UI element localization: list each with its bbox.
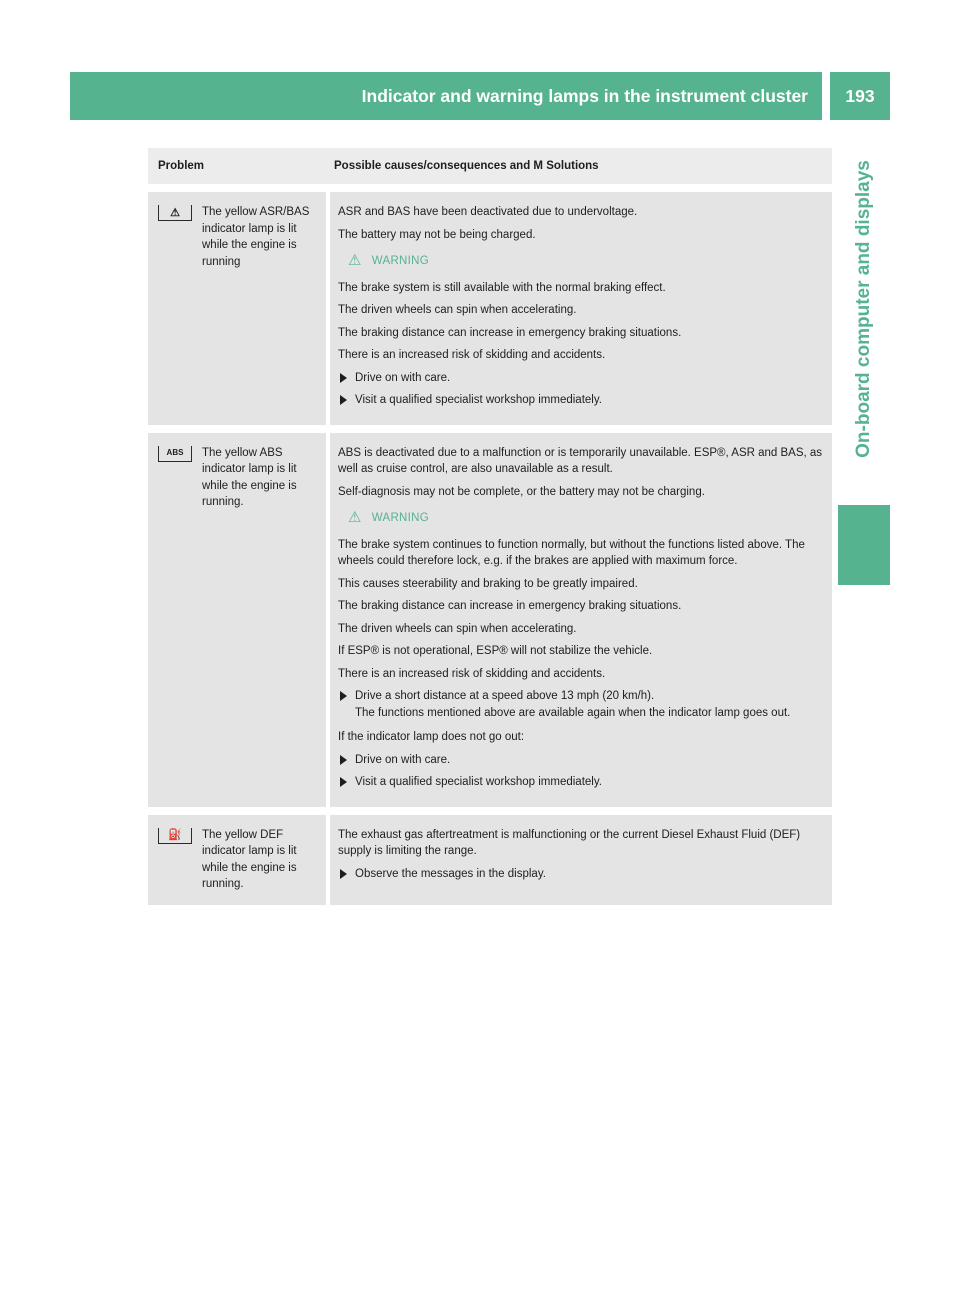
table-row (148, 815, 832, 905)
solution-step: Visit a qualified specialist workshop immediately. (338, 774, 824, 791)
table-header (148, 148, 832, 184)
cause-text: ASR and BAS have been deactivated due to undervoltage. (338, 206, 638, 218)
side-tab-marker (838, 505, 890, 585)
warning-triangle-icon: ⚠ (348, 509, 362, 526)
warning-text: There is an increased risk of skidding and accidents. (338, 667, 606, 680)
indicator-table (148, 148, 832, 905)
step-arrow-icon (340, 691, 347, 701)
section-side-tab-label: On-board computer and displays (853, 160, 874, 458)
problem-cell (148, 815, 326, 905)
step-arrow-icon (340, 869, 347, 879)
solution-cell (330, 192, 832, 425)
step-text: Drive a short distance at a speed above 13 mph (20 km/h). (355, 690, 655, 702)
solution-step: Drive on with care. (338, 752, 824, 769)
cause-text: Self-diagnosis may not be complete, or the battery may not be charging. (338, 485, 705, 498)
warning-heading (348, 510, 824, 527)
condition-text: If the indicator lamp does not go out: (338, 731, 525, 743)
warning-text: If ESP® is not operational, ESP® will not stabilize the vehicle. (338, 645, 653, 657)
asr-bas-indicator-icon: ⚠ (158, 205, 192, 221)
warning-label: WARNING (371, 512, 430, 524)
warning-triangle-icon: ⚠ (348, 252, 362, 269)
warning-text: The brake system continues to function normally, but without the functions listed above. The wheels could therefore lock, e.g. if the brakes are applied with maximum force. (338, 538, 805, 567)
cause-text: ABS is deactivated due to a malfunction or is temporarily unavailable. ESP®, ASR and BAS, as well as cruise control, are also unavailable as a result. (338, 446, 823, 475)
warning-text: The braking distance can increase in emergency braking situations. (338, 600, 682, 612)
warning-text: The driven wheels can spin when accelerating. (338, 304, 577, 316)
column-header-solutions: Possible causes/consequences and M Solutions (334, 159, 599, 172)
step-arrow-icon (340, 373, 347, 383)
cause-text: The exhaust gas aftertreatment is malfunctioning or the current Diesel Exhaust Fluid (DEF) supply is limiting the range. (338, 828, 801, 857)
step-arrow-icon (340, 777, 347, 787)
warning-text: The braking distance can increase in emergency braking situations. (338, 326, 682, 339)
solution-step: Drive on with care. (338, 370, 824, 387)
page-header-title: Indicator and warning lamps in the instrument cluster (361, 85, 808, 106)
step-result-text: The functions mentioned above are available again when the indicator lamp goes out. (355, 706, 791, 719)
problem-cell (148, 433, 326, 807)
table-row (148, 433, 832, 807)
problem-text: The yellow ASR/BAS indicator lamp is lit while the engine is running (202, 206, 310, 268)
problem-text: The yellow DEF indicator lamp is lit while the engine is running. (202, 828, 297, 890)
step-arrow-icon (340, 755, 347, 765)
problem-text: The yellow ABS indicator lamp is lit while the engine is running. (202, 446, 297, 508)
table-row (148, 192, 832, 425)
warning-text: The driven wheels can spin when accelerating. (338, 622, 577, 635)
warning-label: WARNING (371, 255, 430, 267)
step-arrow-icon (340, 395, 347, 405)
warning-text: The brake system is still available with the normal braking effect. (338, 281, 666, 294)
section-side-tab (838, 120, 890, 498)
abs-indicator-icon: ABS (158, 446, 192, 462)
warning-text: There is an increased risk of skidding and accidents. (338, 349, 606, 361)
page-number: 193 (830, 72, 890, 120)
warning-text: This causes steerability and braking to be greatly impaired. (338, 577, 638, 590)
warning-heading (348, 253, 824, 270)
def-indicator-icon: ⛽ (158, 828, 192, 844)
page-header-bar (70, 72, 822, 120)
solution-cell (330, 433, 832, 807)
column-header-problem: Problem (158, 159, 205, 172)
solution-step: Visit a qualified specialist workshop immediately. (338, 392, 824, 409)
problem-cell (148, 192, 326, 425)
solution-cell (330, 815, 832, 905)
solution-step: Observe the messages in the display. (338, 866, 824, 883)
cause-text: The battery may not be being charged. (338, 228, 536, 241)
solution-step (338, 688, 824, 721)
